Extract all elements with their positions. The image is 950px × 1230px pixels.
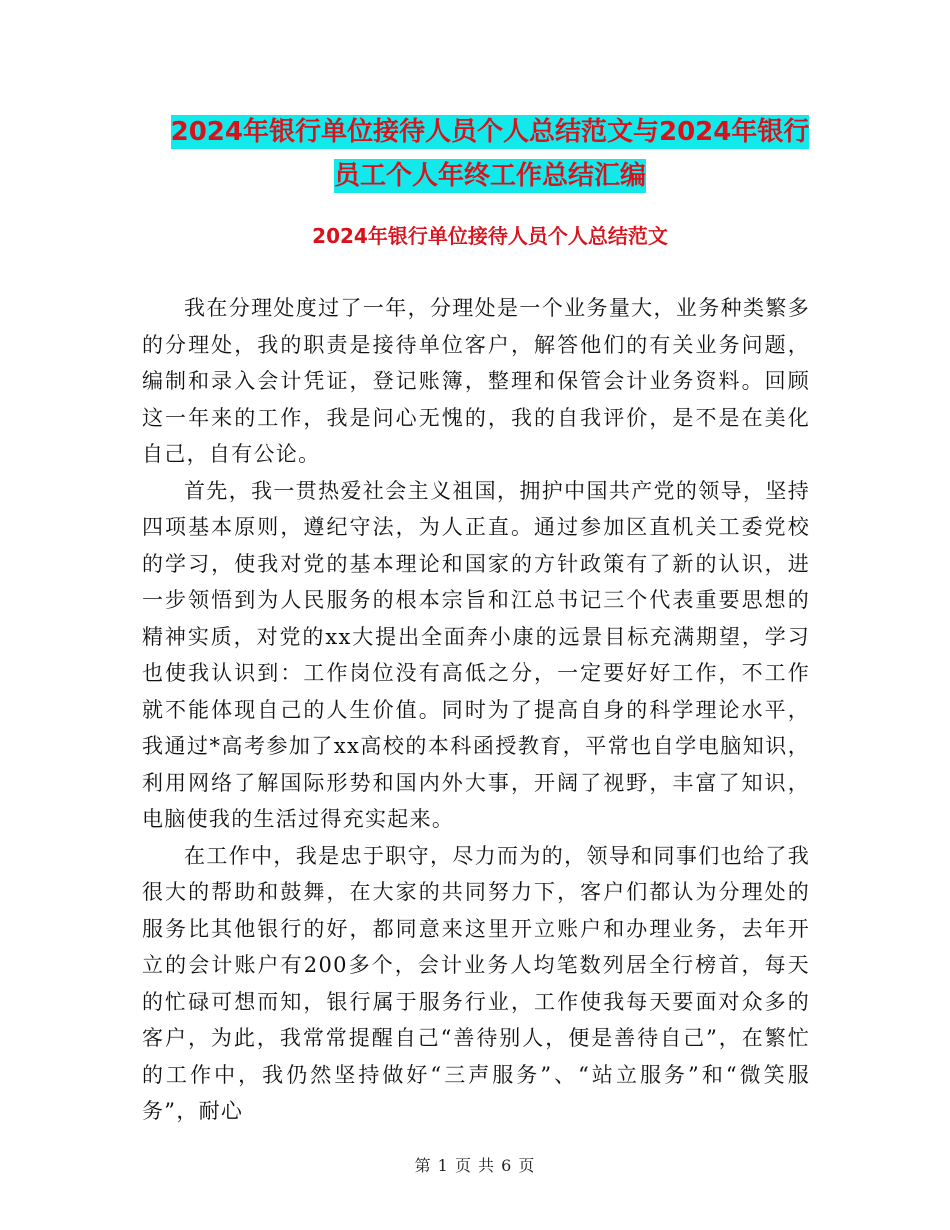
paragraph-3: 在工作中，我是忠于职守，尽力而为的，领导和同事们也给了我很大的帮助和鼓舞，在大家的共同努力下，客户们都认为分理处的服务比其他银行的好，都同意来这里开立账户和办理业务，去年开立的会计账户有200多个，会计业务人均笔数列居全行榜首，每天的忙碌可想而知，银行属于服务行业，工作使我每天要面对众多的客户，为此，我常常提醒自己“善待别人，便是善待自己”，在繁忙的工作中，我仍然坚持做好“三声服务”、“站立服务”和“微笑服务”，耐心 (142, 843, 811, 1123)
paragraph-2: 首先，我一贯热爱社会主义祖国，拥护中国共产党的领导，坚持四项基本原则，遵纪守法，为人正直。通过参加区直机关工委党校的学习，使我对党的基本理论和国家的方针政策有了新的认识，进一步领悟到为人民服务的根本宗旨和江总书记三个代表重要思想的精神实质，对党的xx大提出全面奔小康的远景目标充满期望，学习也使我认识到：工作岗位没有高低之分，一定要好好工作，不工作就不能体现自己的人生价值。同时为了提高自身的科学理论水平，我通过*高考参加了xx高校的本科函授教育，平常也自学电脑知识，利用网络了解国际形势和国内外大事，开阔了视野，丰富了知识，电脑使我的生活过得充实起来。 (142, 478, 810, 831)
section-title: 2024年银行单位接待人员个人总结范文 (312, 224, 668, 248)
document-body (142, 290, 810, 1130)
page-footer: 第 1 页 共 6 页 (414, 1156, 536, 1175)
document-title (140, 110, 840, 198)
paragraph-1: 我在分理处度过了一年，分理处是一个业务量大，业务种类繁多的分理处，我的职责是接待单位客户，解答他们的有关业务问题，编制和录入会计凭证，登记账簿，整理和保管会计业务资料。回顾这一年来的工作，我是问心无愧的，我的自我评价，是不是在美化自己，自有公论。 (142, 296, 810, 466)
title-line-1: 2024年银行单位接待人员个人总结范文与2024年银行 (170, 117, 810, 147)
title-line-2: 员工个人年终工作总结汇编 (333, 161, 646, 191)
